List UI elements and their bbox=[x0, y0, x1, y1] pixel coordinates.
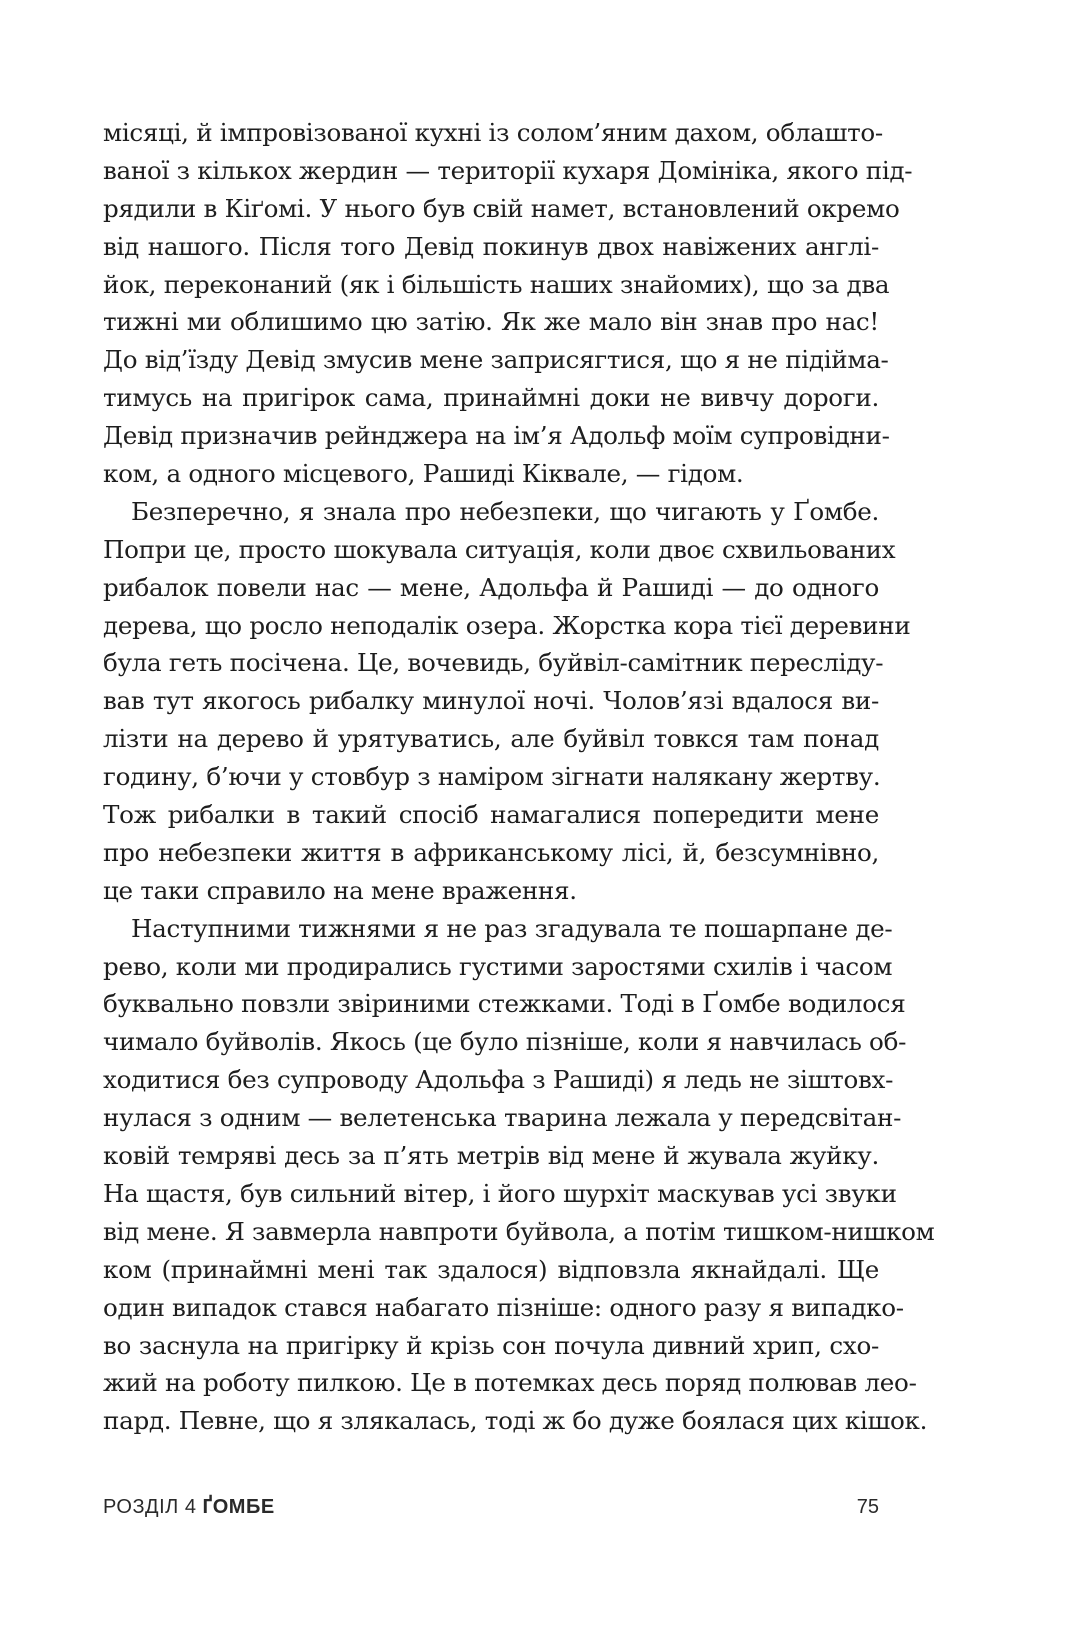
text-line: пард. Певне, що я злякалась, тоді ж бо дуже боялася цих кішок. bbox=[103, 1406, 928, 1436]
paragraph-2 bbox=[103, 493, 911, 910]
text-line: рядили в Кіґомі. У нього був свій намет, встановлений окремо bbox=[103, 193, 900, 223]
page-footer bbox=[103, 1496, 879, 1532]
text-line: чимало буйволів. Якось (це було пізніше, коли я навчилась об- bbox=[103, 1027, 907, 1057]
text-line: рево, коли ми продирались густими заростями схилів і часом bbox=[103, 951, 893, 981]
text-line: Наступними тижнями я не раз згадувала те пошарпане де- bbox=[131, 913, 893, 943]
text-line: жий на роботу пилкою. Це в потемках десь поряд полював лео- bbox=[103, 1368, 917, 1398]
text-line: годину, б’ючи у стовбур з наміром зігнати налякану жертву. bbox=[103, 762, 881, 792]
text-line: від мене. Я завмерла навпроти буйвола, а потім тишком-нишком bbox=[103, 1216, 935, 1246]
text-line: ваної з кількох жердин — території кухаря Домініка, якого під- bbox=[103, 155, 913, 185]
text-line: від нашого. Після того Девід покинув двох навіжених англі- bbox=[103, 231, 879, 261]
chapter-label: РОЗДІЛ 4 bbox=[103, 1496, 197, 1518]
text-line: лізти на дерево й урятуватись, але буйвіл товкся там понад bbox=[103, 724, 879, 754]
text-line: ходитися без супроводу Адольфа з Рашиді) я ледь не зіштовх- bbox=[103, 1065, 894, 1095]
text-line: тижні ми облишимо цю затію. Як же мало він знав про нас! bbox=[103, 307, 879, 337]
text-line: дерева, що росло неподалік озера. Жорстка кора тієї деревини bbox=[103, 610, 911, 640]
text-line: ковій темряві десь за п’ять метрів від мене й жувала жуйку. bbox=[103, 1141, 879, 1171]
text-line: один випадок стався набагато пізніше: одного разу я випадко- bbox=[103, 1292, 904, 1322]
text-line: ком (принаймні мені так здалося) відповзла якнайдалі. Ще bbox=[103, 1254, 879, 1284]
text-line: До від’їзду Девід змусив мене заприсягтися, що я не підійма- bbox=[103, 345, 889, 375]
text-line: це таки справило на мене враження. bbox=[103, 875, 577, 905]
body-text bbox=[103, 114, 935, 1440]
text-line: во заснула на пригірку й крізь сон почула дивний хрип, схо- bbox=[103, 1330, 879, 1360]
text-line: На щастя, був сильний вітер, і його шурхіт маскував усі звуки bbox=[103, 1178, 897, 1208]
running-footer bbox=[103, 1496, 275, 1519]
text-line: рибалок повели нас — мене, Адольфа й Рашиді — до одного bbox=[103, 572, 879, 602]
text-line: вав тут якогось рибалку минулої ночі. Чолов’язі вдалося ви- bbox=[103, 686, 879, 716]
text-line: йок, переконаний (як і більшість наших знайомих), що за два bbox=[103, 269, 890, 299]
text-line: про небезпеки життя в африканському лісі, й, безсумнівно, bbox=[103, 837, 879, 867]
text-line: була геть посічена. Це, вочевидь, буйвіл-самітник пересліду- bbox=[103, 648, 884, 678]
text-line: тимусь на пригірок сама, принаймні доки не вивчу дороги. bbox=[103, 383, 879, 413]
text-line: Девід призначив рейнджера на ім’я Адольф моїм супровідни- bbox=[103, 421, 890, 451]
page-number: 75 bbox=[856, 1496, 879, 1518]
text-line: місяці, й імпровізованої кухні із солом’яним дахом, облашто- bbox=[103, 118, 883, 147]
text-line: Попри це, просто шокувала ситуація, коли двоє схвильованих bbox=[103, 534, 896, 564]
text-line: Безперечно, я знала про небезпеки, що чигають у Ґомбе. bbox=[131, 496, 879, 526]
text-line: буквально повзли звіриними стежками. Тоді в Ґомбе водилося bbox=[103, 989, 906, 1019]
chapter-name: ҐОМБЕ bbox=[202, 1496, 275, 1518]
paragraph-1 bbox=[103, 114, 913, 493]
paragraph-3 bbox=[103, 910, 935, 1440]
text-line: нулася з одним — велетенська тварина лежала у передсвітан- bbox=[103, 1103, 902, 1133]
text-line: Тож рибалки в такий спосіб намагалися попередити мене bbox=[103, 800, 879, 830]
text-line: ком, а одного місцевого, Рашиді Кіквале, — гідом. bbox=[103, 459, 744, 489]
